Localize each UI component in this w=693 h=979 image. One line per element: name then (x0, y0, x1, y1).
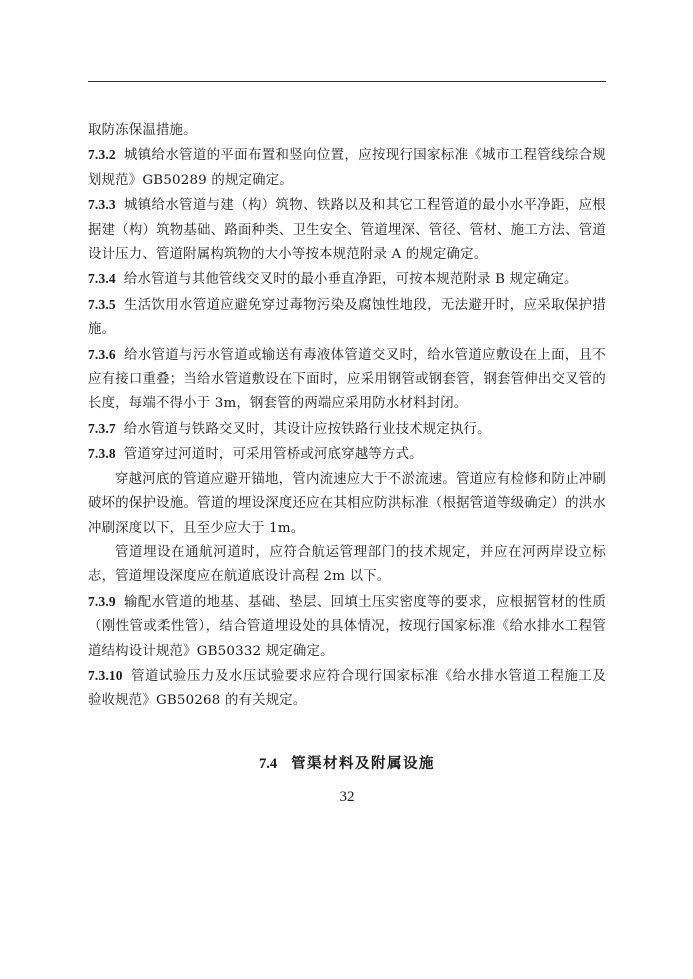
paragraph-text: 管道试验压力及水压试验要求应符合现行国家标准《给水排水管道工程施工及验收规范》GB50268 的有关规定。 (88, 668, 606, 709)
paragraph-text: 城镇给水管道与建（构）筑物、铁路以及和其它工程管道的最小水平净距，应根据建（构）筑物基础、路面种类、卫生安全、管道埋深、管径、管材、施工方法、管道设计压力、管道附属构筑物的大小等按本规范附录 A 的规定确定。 (88, 198, 606, 263)
section-title-text: 管渠材料及附属设施 (291, 755, 436, 772)
paragraph-7-3-6 (88, 343, 606, 417)
page-number: 32 (339, 789, 355, 805)
section-heading (88, 752, 606, 773)
clause-number: 7.3.6 (88, 346, 116, 362)
paragraph-7-3-4 (88, 267, 606, 292)
paragraph-7-3-8 (88, 442, 606, 467)
clause-number: 7.3.4 (88, 271, 116, 287)
header-rule (88, 81, 606, 82)
clause-number: 7.3.2 (88, 147, 116, 163)
document-body (88, 118, 606, 714)
paragraph-7-3-10 (88, 664, 606, 714)
paragraph-7-3-7 (88, 417, 606, 442)
section-number: 7.4 (258, 756, 278, 772)
clause-number: 7.3.3 (88, 197, 116, 213)
paragraph-text: 给水管道与污水管道或输送有毒液体管道交叉时，给水管道应敷设在上面，且不应有接口重叠；当给水管道敷设在下面时，应采用钢管或钢套管，钢套管伸出交叉管的长度，每端不得小于 3m，钢套管的两端应采用防水材料封闭。 (88, 347, 606, 412)
paragraph-7-3-2 (88, 143, 606, 193)
paragraph-7-3-8-riverbed (88, 468, 606, 541)
paragraph-text: 给水管道与铁路交叉时，其设计应按铁路行业技术规定执行。 (123, 421, 491, 437)
paragraph-text: 管道埋设在通航河道时，应符合航运管理部门的技术规定，并应在河两岸设立标志，管道埋设深度应在航道底设计高程 2m 以下。 (88, 544, 606, 585)
paragraph-7-3-5 (88, 293, 606, 343)
paragraph-7-3-3 (88, 193, 606, 267)
clause-number: 7.3.5 (88, 296, 116, 312)
clause-number: 7.3.8 (88, 446, 116, 462)
paragraph-text: 给水管道与其他管线交叉时的最小垂直净距，可按本规范附录 B 规定确定。 (123, 272, 578, 288)
paragraph-text: 穿越河底的管道应避开锚地，管内流速应大于不淤流速。管道应有检修和防止冲刷破坏的保护设施。管道的埋设深度还应在其相应防洪标准（根据管道等级确定）的洪水冲刷深度以下，且至少应大于 1m。 (88, 471, 606, 536)
paragraph-7-3-9 (88, 590, 606, 664)
paragraph-text: 输配水管道的地基、基础、垫层、回填土压实密度等的要求，应根据管材的性质（刚性管或柔性管），结合管道埋设处的具体情况，按现行国家标准《给水排水工程管道结构设计规范》GB50332 规定确定。 (88, 594, 606, 659)
paragraph-text: 管道穿过河道时，可采用管桥或河底穿越等方式。 (123, 447, 423, 463)
paragraph-text: 生活饮用水管道应避免穿过毒物污染及腐蚀性地段，无法避开时，应采取保护措施。 (88, 297, 606, 338)
paragraph-text: 城镇给水管道的平面布置和竖向位置，应按现行国家标准《城市工程管线综合规划规范》GB50289 的规定确定。 (88, 148, 606, 188)
clause-number: 7.3.7 (88, 420, 116, 436)
paragraph-0 (88, 118, 606, 143)
paragraph-7-3-8-navigable (88, 541, 606, 590)
clause-number: 7.3.9 (88, 593, 116, 609)
paragraph-text: 取防冻保温措施。 (88, 123, 197, 138)
clause-number: 7.3.10 (88, 667, 123, 683)
